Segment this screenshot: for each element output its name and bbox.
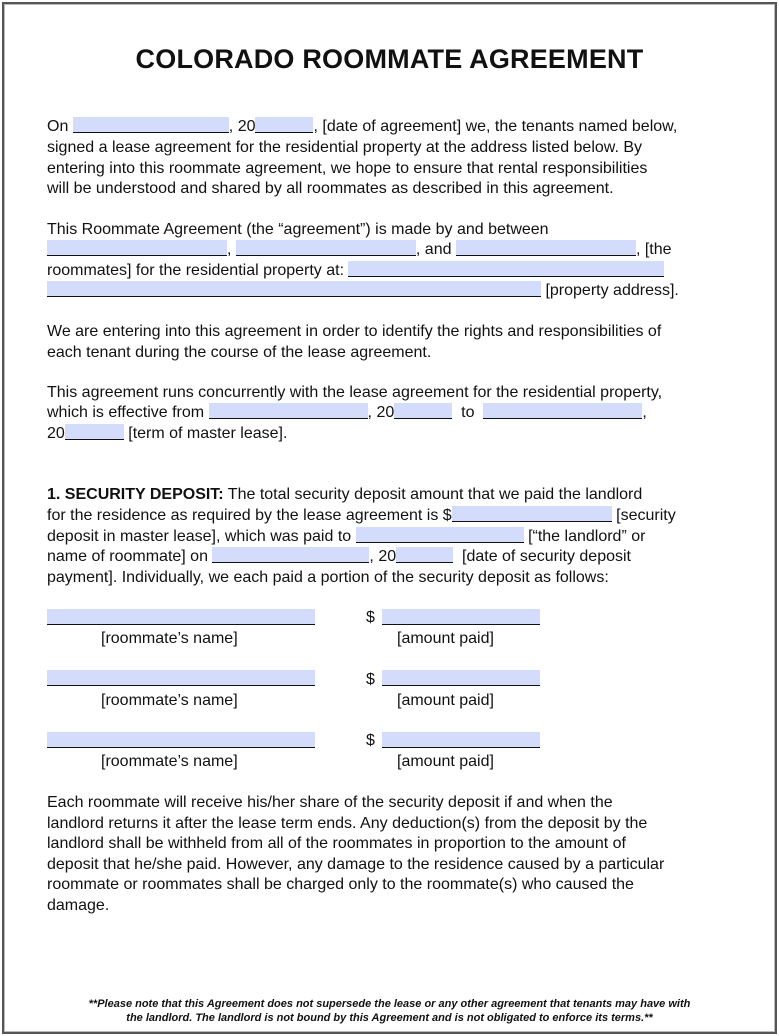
amount-paid-label: [amount paid] [397,692,494,709]
lease-start-field[interactable] [209,403,368,419]
deposit-amount-field[interactable] [452,506,612,522]
s1-line1: 1. SECURITY DEPOSIT: The total security deposit amount that we paid the landlord [47,486,643,503]
p4-line2: which is effective from , 20 to , [47,404,647,421]
lease-start-year-field[interactable] [394,403,452,419]
footer-note-line1: **Please note that this Agreement does not supersede the lease or any other agreement that tenants may have with [88,998,691,1010]
lease-end-field[interactable] [483,403,642,419]
dollar-sign: $ [366,671,375,688]
p2-line1: This Roommate Agreement (the “agreement”) is made by and between [47,221,549,238]
roommate-name-field[interactable] [47,609,315,625]
roommate-name-field[interactable] [47,732,315,748]
amount-paid-label: [amount paid] [397,630,494,647]
deposit-date-field[interactable] [212,547,369,563]
section-heading: 1. SECURITY DEPOSIT: [47,486,224,503]
deposit-paragraph-line: deposit that he/she paid. However, any damage to the residence caused by a particular [47,856,665,873]
p2-line3: roommates] for the residential property at: [47,261,664,281]
p4-line1: This agreement runs concurrently with the lease agreement for the residential property, [47,384,663,401]
roommate-1-field[interactable] [47,240,227,256]
dollar-sign: $ [366,732,375,749]
deposit-year-field[interactable] [396,547,453,563]
roommate-name-label: [roommate’s name] [101,630,238,647]
s1-line4: name of roommate] on , 20 [date of security deposit [47,548,631,565]
paid-to-field[interactable] [356,527,524,543]
p1-line2: signed a lease agreement for the residential property at the address listed below. By [47,139,643,156]
property-address-field-1[interactable] [348,261,664,277]
amount-paid-field[interactable] [382,609,540,625]
p1-line4: will be understood and shared by all roommates as described in this agreement. [47,180,614,197]
amount-paid-field[interactable] [382,670,540,686]
roommate-3-field[interactable] [456,240,636,256]
deposit-paragraph-line: landlord shall be withheld from all of the roommates in proportion to the amount of [47,835,626,852]
p1-line1: On , 20 , [date of agreement] we, the tenants named below, [47,118,678,135]
property-address-field-2[interactable] [47,281,541,297]
s1-line5: payment]. Individually, we each paid a portion of the security deposit as follows: [47,569,609,586]
p1-line3: entering into this roommate agreement, we hope to ensure that rental responsibilities [47,160,648,177]
deposit-paragraph-line: landlord returns it after the lease term ends. Any deduction(s) from the deposit by the [47,815,648,832]
s1-line2: for the residence as required by the lease agreement is $ [security [47,507,676,524]
p3-line1: We are entering into this agreement in order to identify the rights and responsibilities of [47,323,662,340]
p3-line2: each tenant during the course of the lease agreement. [47,344,432,361]
agreement-date-field[interactable] [73,117,229,133]
deposit-paragraph-line: roommate or roommates shall be charged only to the roommate(s) who caused the [47,876,634,893]
p4-line3: 20 [term of master lease]. [47,425,288,442]
s1-line3: deposit in master lease], which was paid to [“the landlord” or [47,528,646,545]
p2-line4: [property address]. [47,281,679,301]
lease-end-year-field[interactable] [65,424,124,440]
agreement-year-field[interactable] [255,117,313,133]
roommate-2-field[interactable] [236,240,416,256]
roommate-name-label: [roommate’s name] [101,692,238,709]
roommate-name-label: [roommate’s name] [101,753,238,770]
roommate-name-field[interactable] [47,670,315,686]
p2-line2: , , and , [the [47,240,672,260]
amount-paid-label: [amount paid] [397,753,494,770]
deposit-paragraph-line: damage. [47,897,110,914]
footer-note-line2: the landlord. The landlord is not bound by this Agreement and is not obligated to enforce its terms.** [126,1012,653,1024]
document-title: COLORADO ROOMMATE AGREEMENT [135,44,644,74]
dollar-sign: $ [366,609,375,626]
deposit-paragraph-line: Each roommate will receive his/her share of the security deposit if and when the [47,794,613,811]
amount-paid-field[interactable] [382,732,540,748]
